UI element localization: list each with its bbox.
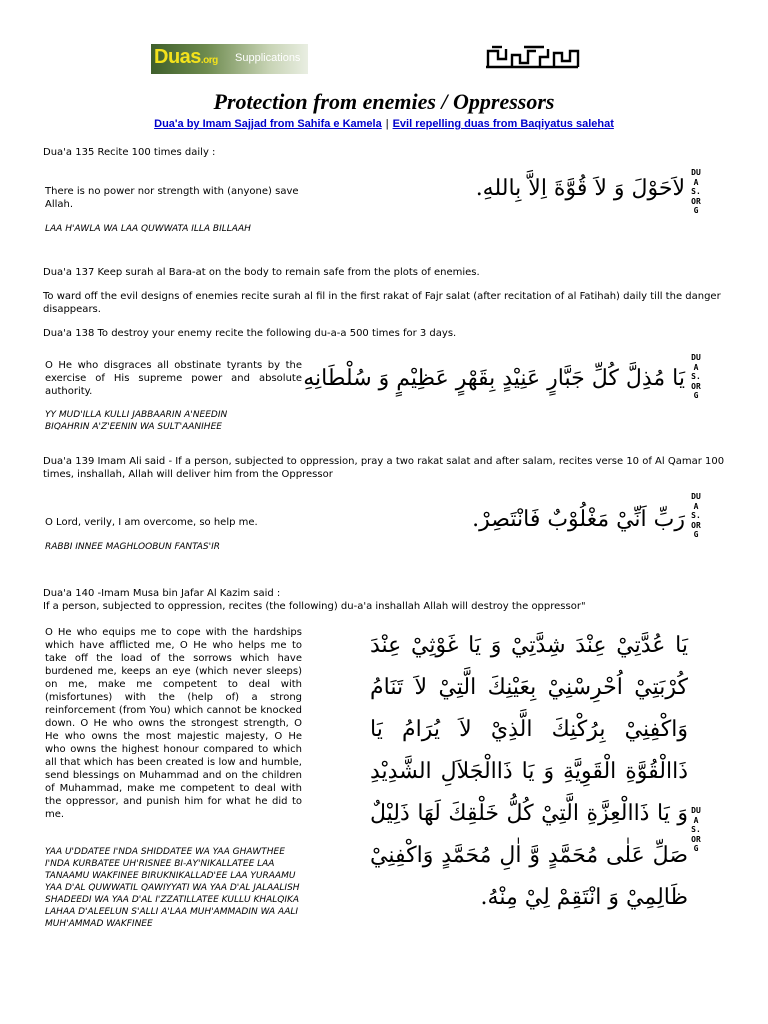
site-banner[interactable] [151,44,308,74]
dua-138-english: O He who disgraces all obstinate tyrants by the exercise of His supreme power and absolute authority. [45,360,302,397]
dua-140-transliteration: YAA U'DDATEE I'NDA SHIDDATEE WA YAA GHAWTHEE I'NDA KURBATEE UH'RISNEE BI-AY'NIKALLATEE LAA TANAAMU WAKFINEE BIRUKNIKALLAD'EE LAA YURAAMU YAA D'AL QUWWATIL QAWIYYATI WA YAA D'AL JALAALISH SHADEEDI WA YAA D'AL I'ZZATILLATEE KULLU KHALQIKA LAHAA D'ALEELUN S'ALLI A'LAA MUH'AMMADIN WA AALI MUH'AMMAD WAKFINEE [45,847,300,929]
duas-org-watermark: DUAS.ORG [691,168,701,215]
dua-138-transliteration-2: BIQAHRIN A'Z'EENIN WA SULT'AANIHEE [45,422,222,432]
related-links [0,118,768,130]
bismillah-calligraphy-icon [484,45,580,71]
site-logo [154,46,218,69]
dua-139-heading: Dua'a 139 Imam Ali said - If a person, subjected to oppression, pray a two rakat salat and after salam, recites verse 10 of Al Qamar 100 times, inshallah, Allah will deliver him from the Oppressor [43,456,725,480]
dua-135-transliteration: LAA H'AWLA WA LAA QUWWATA ILLA BILLAAH [45,224,251,234]
duas-org-watermark: DUAS.ORG [691,492,701,539]
dua-135-heading: Dua'a 135 Recite 100 times daily : [43,147,216,158]
dua-135-arabic: لاَحَوْلَ وَ لاَ قُوَّةَ اِلاَّ بِاللهِ. [475,176,685,201]
dua-140-heading-1: Dua'a 140 -Imam Musa bin Jafar Al Kazim said : [43,588,281,599]
dua-135-english: There is no power nor strength with (anyone) save Allah. [45,186,299,210]
sahifa-link[interactable]: Dua'a by Imam Sajjad from Sahifa e Kamela [154,118,382,130]
dua-140-heading-2: If a person, subjected to oppression, recites (the following) du-a'a inshallah Allah will destroy the oppressor" [43,601,586,612]
logo-main: Duas [154,46,201,68]
dua-138-transliteration-1: YY MUD'ILLA KULLI JABBAARIN A'NEEDIN [45,410,228,420]
dua-140-english: O He who equips me to cope with the hardships which have afflicted me, O He who helps me to take off the load of the sorrows which have burdened me, keeps an eye (which never sleeps) on me, make me competent to deal with (misfortunes) with the (help of) a strong reinforcement (from You) which cannot be knocked down. O He who owns the strongest strength, O He who owns the most majestic majesty, O He who owns the highest honour compared to which all that which has been created is low and humble, send blessings on Muhammad and on the children of Muhammad, make me competent to deal with the oppressor, and punish him for what he did to me. [45,627,302,820]
duas-org-watermark: DUAS.ORG [691,806,701,853]
link-separator: | [385,118,389,130]
dua-138-arabic: يَا مُذِلَّ كُلِّ جَبَّارٍ عَنِيْدٍ بِقَهْرٍ عَظِيْمٍ وَ سُلْطَانِهِ [303,366,685,391]
dua-139-english: O Lord, verily, I am overcome, so help me. [45,517,258,528]
page-title: Protection from enemies / Oppressors [213,89,555,114]
dua-139-transliteration: RABBI INNEE MAGHLOOBUN FANTAS'IR [45,542,221,552]
banner-tagline: Supplications [235,52,301,64]
baqiyatus-link[interactable]: Evil repelling duas from Baqiyatus salehat [392,118,614,130]
dua-140-arabic: يَا عُدَّتِيْ عِنْدَ شِدَّتِيْ وَ يَا غَوْثِيْ عِنْدَ كُرْبَتِيْ اُحْرِسْنِيْ بِعَيْنِكَ الَّتِيْ لاَ تَنَامُ وَاكْفِنِيْ بِرُكْنِكَ الَّذِيْ لاَ يُرَامُ يَا ذَاالْقُوَّةِ الْقَوِيَّةِ وَ يَا ذَاالْجَلاَلِ الشَّدِيْدِ وَ يَا ذَاالْعِزَّةِ الَّتِيْ كُلُّ خَلْقِكَ لَهَا ذَلِيْلٌ صَلِّ عَلٰى مُحَمَّدٍ وَّ اٰلِ مُحَمَّدٍ وَاكْفِنِيْ ظَالِمِيْ وَ انْتَقِمْ لِيْ مِنْهُ. [370,633,688,910]
duas-org-watermark: DUAS.ORG [691,353,701,400]
logo-org: .org [200,55,218,66]
dua-137-note: To ward off the evil designs of enemies recite surah al fil in the first rakat of Fajr salat (after recitation of al Fatihah) daily till the danger disappears. [43,291,721,315]
dua-137-heading: Dua'a 137 Keep surah al Bara-at on the body to remain safe from the plots of enemies. [43,267,480,278]
dua-138-heading: Dua'a 138 To destroy your enemy recite the following du-a-a 500 times for 3 days. [43,328,457,339]
dua-139-arabic: رَبِّ اَنِّيْ مَغْلُوْبٌ فَانْتَصِرْ. [472,507,685,532]
